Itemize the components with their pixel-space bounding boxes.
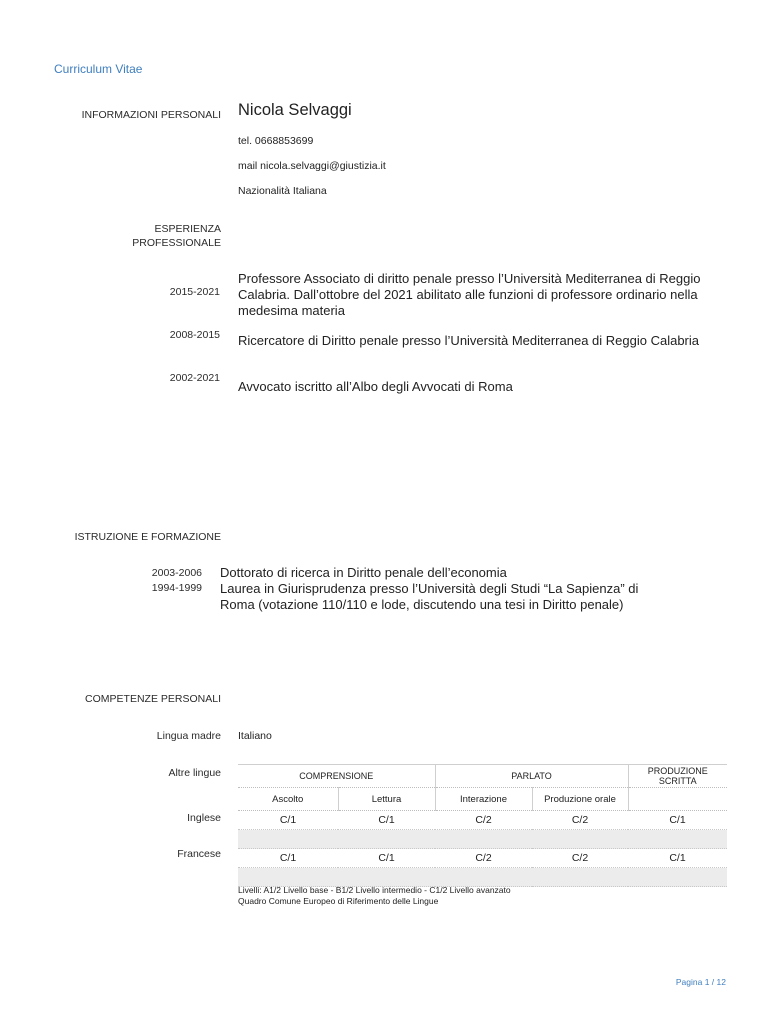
level-cell: C/2 bbox=[475, 852, 492, 864]
phone-number: tel. 0668853699 bbox=[238, 135, 314, 147]
education-date: 1994-1999 bbox=[151, 582, 202, 594]
language-name: Francese bbox=[177, 848, 221, 860]
experience-date: 2002-2021 bbox=[169, 372, 220, 384]
subheader-interazione: Interazione bbox=[435, 788, 532, 811]
subheader-lettura: Lettura bbox=[338, 788, 435, 811]
table-header-row bbox=[238, 765, 727, 788]
subheader-produzione-orale: Produzione orale bbox=[532, 788, 628, 811]
table-row bbox=[238, 811, 727, 830]
level-cell: C/2 bbox=[571, 852, 589, 864]
level-cell: C/1 bbox=[669, 852, 686, 864]
levels-note bbox=[238, 885, 511, 907]
nationality: Nazionalità Italiana bbox=[238, 185, 327, 197]
person-name: Nicola Selvaggi bbox=[238, 101, 352, 119]
language-name: Inglese bbox=[187, 812, 221, 824]
mother-tongue-value: Italiano bbox=[238, 730, 272, 742]
level-cell: C/1 bbox=[378, 852, 395, 864]
levels-note-line2: Quadro Comune Europeo di Riferimento delle Lingue bbox=[238, 896, 439, 906]
experience-date: 2008-2015 bbox=[169, 329, 220, 341]
section-personal-skills: COMPETENZE PERSONALI bbox=[85, 693, 221, 705]
subheader-ascolto: Ascolto bbox=[238, 788, 338, 811]
level-cell: C/1 bbox=[279, 814, 297, 826]
section-experience-line2: PROFESSIONALE bbox=[132, 237, 221, 249]
level-cell: C/1 bbox=[669, 814, 686, 826]
subheader-empty bbox=[628, 788, 727, 811]
experience-text: Ricercatore di Diritto penale presso l’Università Mediterranea di Reggio Calabria bbox=[238, 333, 699, 348]
section-experience bbox=[0, 222, 221, 250]
table-spacer-row bbox=[238, 868, 727, 887]
page-number: Pagina 1 / 12 bbox=[675, 977, 726, 987]
header-produzione-scritta: PRODUZIONE SCRITTA bbox=[628, 765, 727, 788]
level-cell: C/2 bbox=[475, 814, 492, 826]
table-subheader-row bbox=[238, 788, 727, 811]
mother-tongue-label: Lingua madre bbox=[156, 730, 221, 742]
education-text: Dottorato di ricerca in Diritto penale dell’economia bbox=[220, 565, 507, 580]
section-experience-line1: ESPERIENZA bbox=[154, 223, 221, 235]
header-parlato: PARLATO bbox=[435, 765, 628, 788]
email-address: mail nicola.selvaggi@giustizia.it bbox=[238, 160, 386, 172]
document-title: Curriculum Vitae bbox=[54, 62, 143, 76]
experience-date: 2015-2021 bbox=[169, 286, 220, 298]
education-text: Laurea in Giurisprudenza presso l’Università degli Studi “La Sapienza” di Roma (votazione 110/110 e lode, discutendo una tesi in Diritto penale) bbox=[220, 581, 639, 612]
other-languages-label: Altre lingue bbox=[168, 767, 221, 779]
level-cell: C/1 bbox=[378, 814, 395, 826]
experience-text: Avvocato iscritto all’Albo degli Avvocati di Roma bbox=[238, 379, 513, 394]
level-cell: C/2 bbox=[571, 814, 589, 826]
table-row bbox=[238, 849, 727, 868]
section-education: ISTRUZIONE E FORMAZIONE bbox=[74, 531, 221, 543]
language-skills-table bbox=[238, 764, 727, 887]
table-spacer-row bbox=[238, 830, 727, 849]
header-comprensione: COMPRENSIONE bbox=[238, 765, 435, 788]
section-personal-info: INFORMAZIONI PERSONALI bbox=[81, 109, 221, 121]
levels-note-line1: Livelli: A1/2 Livello base - B1/2 Livello intermedio - C1/2 Livello avanzato bbox=[238, 885, 511, 895]
education-date: 2003-2006 bbox=[151, 567, 202, 579]
level-cell: C/1 bbox=[279, 852, 297, 864]
experience-text: Professore Associato di diritto penale presso l’Università Mediterranea di Reggio Calabria. Dall’ottobre del 2021 abilitato alle funzioni di professore ordinario nella medesima materia bbox=[238, 271, 701, 318]
